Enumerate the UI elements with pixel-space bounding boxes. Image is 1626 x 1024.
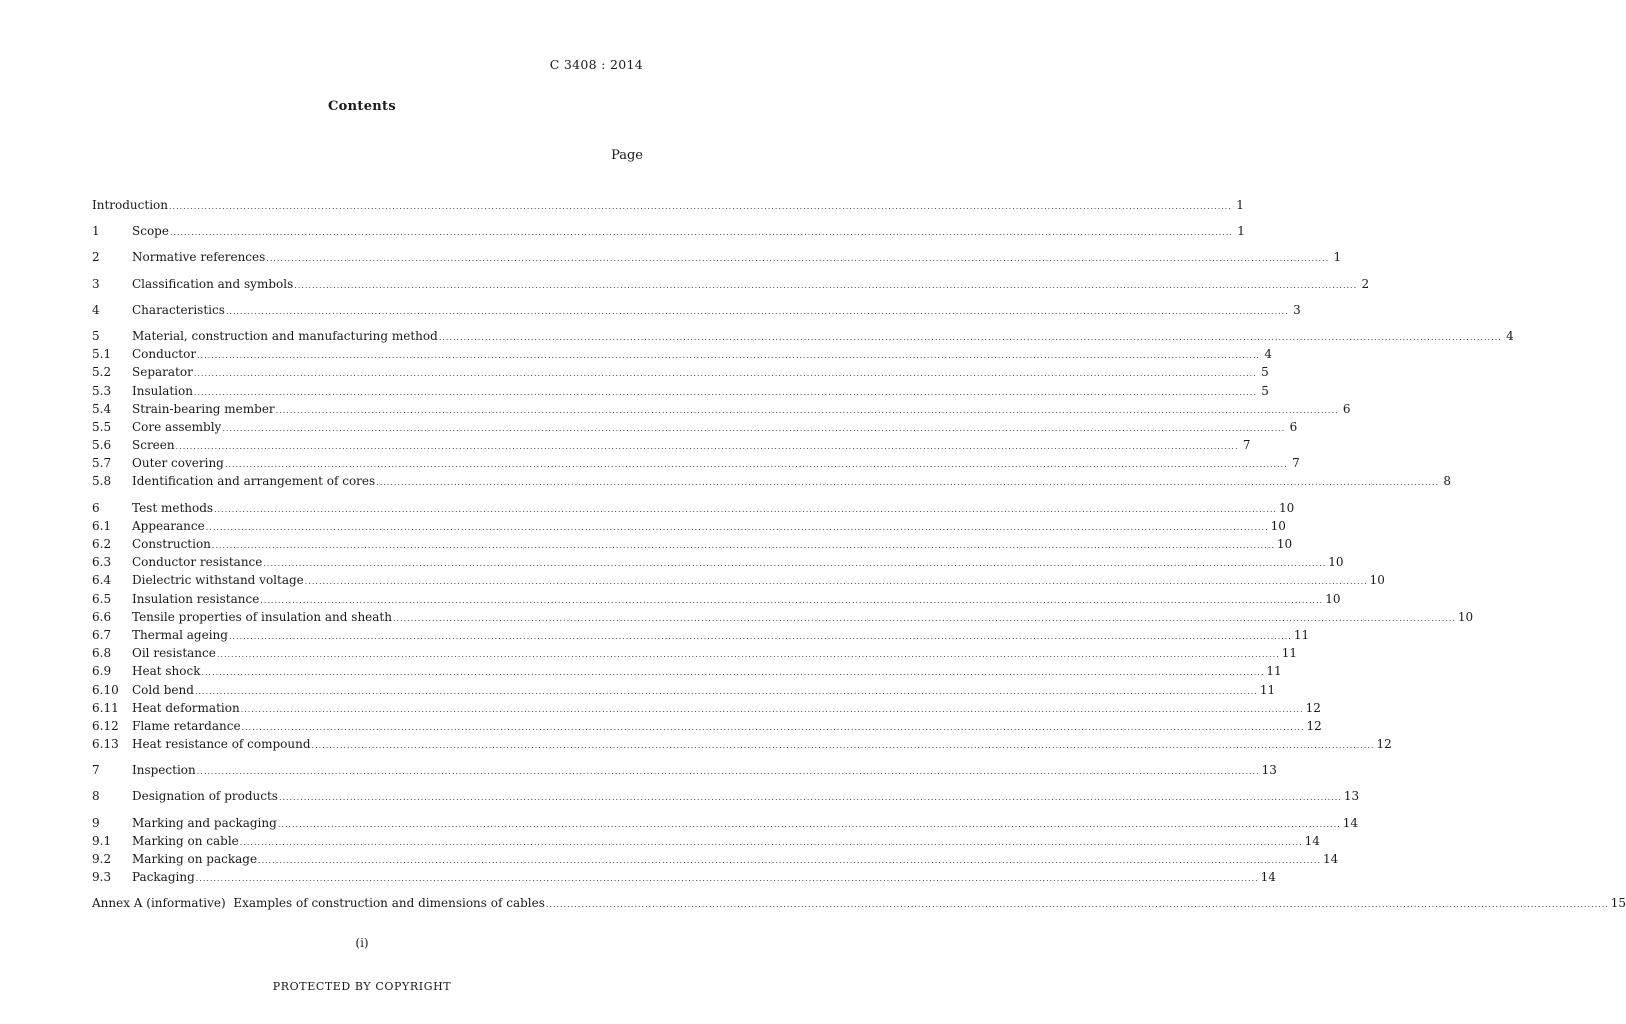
- leader-dots: ............................................................................................................................................................................................................................................................................................................: [197, 351, 1260, 361]
- toc-page: 1: [1333, 250, 1342, 265]
- toc-page: 12: [1376, 737, 1392, 752]
- leader-dots: ............................................................................................................................................................................................................................................................................................................: [392, 613, 1456, 623]
- toc-title: Test methods: [132, 500, 214, 515]
- toc-title: Classification and symbols: [132, 276, 294, 291]
- toc-title: Flame retardance: [132, 718, 241, 733]
- toc-title: Identification and arrangement of cores: [132, 474, 376, 489]
- leader-dots: ............................................................................................................................................................................................................................................................................................................: [193, 369, 1257, 379]
- toc-title: Outer covering: [132, 456, 224, 471]
- toc-number: 5: [92, 328, 100, 343]
- toc-title: Heat resistance of compound: [132, 737, 311, 752]
- toc-page: 14: [1322, 852, 1339, 866]
- toc-title: Characteristics: [132, 302, 225, 317]
- toc-entry[interactable]: [92, 814, 1358, 832]
- toc-page: 13: [1261, 763, 1277, 778]
- leader-dots: ............................................................................................................................................................................................................................................................................................................: [194, 686, 1258, 696]
- toc-number: 6.9: [92, 664, 112, 679]
- toc-entry-annex[interactable]: [92, 894, 1626, 912]
- toc-number: 6.4: [92, 573, 112, 588]
- leader-dots: ............................................................................................................................................................................................................................................................................................................: [258, 856, 1321, 865]
- toc-title: Oil resistance: [132, 646, 216, 661]
- toc-title: Designation of products: [132, 789, 278, 804]
- toc-number: 4: [92, 302, 100, 317]
- toc-title: Dielectric withstand voltage: [132, 573, 304, 588]
- leader-dots: ............................................................................................................................................................................................................................................................................................................: [266, 254, 1330, 264]
- toc-title: Scope: [132, 224, 169, 239]
- toc-entry[interactable]: [92, 761, 1277, 779]
- leader-dots: ............................................................................................................................................................................................................................................................................................................: [196, 767, 1260, 777]
- toc-page: 14: [1260, 870, 1276, 885]
- toc-number: 6.6: [92, 609, 112, 624]
- toc-page: 2: [1361, 276, 1370, 291]
- toc-page: 12: [1306, 718, 1322, 733]
- toc-page: 3: [1293, 302, 1301, 317]
- toc-title: Thermal ageing: [132, 627, 228, 642]
- leader-dots: ............................................................................................................................................................................................................................................................................................................: [294, 280, 1358, 290]
- toc-number: 6.13: [92, 737, 119, 752]
- toc-number: 6.1: [92, 518, 112, 533]
- toc-entry[interactable]: [92, 717, 1322, 735]
- toc-entry[interactable]: [92, 662, 1282, 680]
- toc-page: 11: [1293, 627, 1310, 642]
- toc-entry[interactable]: [92, 832, 1320, 850]
- leader-dots: ............................................................................................................................................................................................................................................................................................................: [169, 202, 1232, 211]
- leader-dots: ............................................................................................................................................................................................................................................................................................................: [304, 577, 1368, 587]
- toc-entry[interactable]: [92, 454, 1300, 472]
- toc-title: Marking on cable: [132, 833, 239, 848]
- toc-page: 11: [1281, 646, 1298, 661]
- toc-entry[interactable]: [92, 301, 1301, 319]
- toc-page: 6: [1289, 419, 1298, 434]
- leader-dots: ............................................................................................................................................................................................................................................................................................................: [205, 522, 1269, 532]
- toc-page: 6: [1342, 401, 1351, 416]
- leader-dots: ............................................................................................................................................................................................................................................................................................................: [225, 306, 1289, 316]
- toc-page: 10: [1276, 537, 1293, 551]
- toc-title: Conductor: [132, 347, 197, 362]
- leader-dots: ............................................................................................................................................................................................................................................................................................................: [214, 504, 1277, 514]
- toc-page: 4: [1264, 347, 1272, 362]
- toc-title: Insulation: [132, 383, 193, 398]
- toc-number: 6.7: [92, 627, 112, 642]
- copyright-notice: PROTECTED BY COPYRIGHT: [272, 980, 452, 993]
- toc-entry[interactable]: [92, 590, 1341, 608]
- toc-page: 4: [1506, 328, 1514, 343]
- toc-page: 10: [1325, 591, 1341, 606]
- toc-page: 11: [1259, 682, 1276, 697]
- toc-number: 9: [92, 815, 100, 830]
- toc-page: 1: [1236, 198, 1244, 212]
- toc-number: 6.12: [92, 718, 119, 733]
- toc-page: 5: [1261, 383, 1269, 398]
- toc-title: Material, construction and manufacturing method: [132, 328, 438, 343]
- toc-title: Normative references: [132, 250, 266, 265]
- toc-entry[interactable]: [92, 222, 1245, 240]
- toc-page: 10: [1369, 573, 1385, 588]
- toc-number: 6.2: [92, 537, 112, 551]
- toc-entry[interactable]: [92, 517, 1286, 535]
- toc-title: Inspection: [132, 763, 196, 778]
- leader-dots: ............................................................................................................................................................................................................................................................................................................: [211, 541, 1275, 550]
- leader-dots: ............................................................................................................................................................................................................................................................................................................: [169, 228, 1233, 238]
- leader-dots: ............................................................................................................................................................................................................................................................................................................: [239, 837, 1303, 847]
- toc-page: 8: [1443, 474, 1452, 489]
- toc-entry[interactable]: [92, 436, 1251, 454]
- toc-title: Construction: [132, 537, 211, 551]
- leader-dots: ............................................................................................................................................................................................................................................................................................................: [311, 741, 1375, 751]
- toc-title: Appearance: [132, 518, 205, 533]
- toc-title: Marking and packaging: [132, 815, 277, 830]
- toc-number: 9.1: [92, 833, 112, 848]
- toc-number: 7: [92, 763, 100, 778]
- toc-page: 10: [1278, 500, 1295, 515]
- toc-entry[interactable]: [92, 345, 1272, 363]
- leader-dots: ............................................................................................................................................................................................................................................................................................................: [193, 387, 1257, 397]
- toc-number: 2: [92, 250, 100, 265]
- toc-number: 3: [92, 276, 100, 291]
- toc-entry[interactable]: [92, 608, 1474, 626]
- toc-entry[interactable]: [92, 196, 1244, 214]
- toc-title: Packaging: [132, 870, 195, 885]
- toc-page: 7: [1242, 438, 1251, 453]
- toc-number: 5.1: [92, 347, 112, 362]
- toc-number: 5.8: [92, 474, 112, 489]
- toc-title: Cold bend: [132, 682, 194, 697]
- toc-entry[interactable]: [92, 248, 1342, 266]
- leader-dots: ............................................................................................................................................................................................................................................................................................................: [438, 332, 1502, 342]
- toc-entry[interactable]: [92, 363, 1269, 381]
- toc-title: Tensile properties of insulation and sheath: [132, 609, 392, 624]
- toc-entry[interactable]: [92, 644, 1298, 662]
- footer-page-number: (i): [355, 936, 369, 950]
- toc-title: Conductor resistance: [132, 555, 263, 570]
- toc-title: Core assembly: [132, 419, 222, 434]
- toc-entry[interactable]: [92, 553, 1344, 571]
- toc-entry[interactable]: [92, 535, 1293, 553]
- toc-title: Marking on package: [132, 852, 258, 866]
- toc-entry[interactable]: [92, 626, 1310, 644]
- leader-dots: ............................................................................................................................................................................................................................................................................................................: [224, 460, 1288, 470]
- page-column-label: Page: [611, 148, 643, 163]
- toc-number: 5.3: [92, 383, 112, 398]
- toc-entry[interactable]: [92, 400, 1351, 418]
- contents-heading: Contents: [328, 99, 396, 114]
- leader-dots: ............................................................................................................................................................................................................................................................................................................: [376, 478, 1440, 488]
- toc-page: 11: [1266, 664, 1282, 679]
- leader-dots: ............................................................................................................................................................................................................................................................................................................: [195, 874, 1259, 884]
- toc-number: 5.7: [92, 456, 112, 471]
- toc-entry[interactable]: [92, 787, 1360, 805]
- toc-page: 13: [1343, 789, 1360, 804]
- toc-entry[interactable]: [92, 327, 1514, 345]
- leader-dots: ............................................................................................................................................................................................................................................................................................................: [545, 900, 1609, 910]
- toc-number: 9.3: [92, 870, 112, 885]
- toc-title: Heat shock: [132, 664, 201, 679]
- toc-page: 1: [1237, 224, 1245, 239]
- leader-dots: ............................................................................................................................................................................................................................................................................................................: [175, 442, 1239, 452]
- toc-entry[interactable]: [92, 868, 1276, 886]
- toc-number: 6.5: [92, 591, 112, 606]
- toc-number: 6.3: [92, 555, 112, 570]
- toc-number: 6.8: [92, 646, 112, 661]
- toc-page: 12: [1305, 700, 1321, 715]
- leader-dots: ............................................................................................................................................................................................................................................................................................................: [216, 650, 1280, 660]
- leader-dots: ............................................................................................................................................................................................................................................................................................................: [222, 423, 1286, 433]
- toc-entry[interactable]: [92, 382, 1269, 400]
- leader-dots: ............................................................................................................................................................................................................................................................................................................: [260, 595, 1324, 605]
- table-of-contents: [92, 196, 1626, 913]
- toc-entry[interactable]: [92, 472, 1452, 490]
- toc-entry[interactable]: [92, 571, 1385, 589]
- toc-entry[interactable]: [92, 850, 1339, 868]
- toc-number: 1: [92, 224, 100, 239]
- toc-page: 10: [1270, 518, 1286, 533]
- toc-entry[interactable]: [92, 418, 1298, 436]
- toc-number: 5.2: [92, 365, 112, 380]
- toc-number: 9.2: [92, 852, 112, 866]
- toc-title: Strain-bearing member: [132, 401, 275, 416]
- toc-page: 10: [1328, 555, 1344, 570]
- toc-entry[interactable]: [92, 499, 1295, 517]
- toc-number: 6.10: [92, 682, 119, 697]
- toc-page: 14: [1304, 833, 1320, 848]
- document-number: C 3408 : 2014: [549, 57, 643, 72]
- leader-dots: ............................................................................................................................................................................................................................................................................................................: [201, 668, 1265, 678]
- toc-title: Annex A (informative) Examples of construction and dimensions of cables: [92, 896, 545, 911]
- leader-dots: ............................................................................................................................................................................................................................................................................................................: [277, 819, 1341, 829]
- toc-entry[interactable]: [92, 275, 1370, 293]
- toc-page: 15: [1610, 896, 1626, 911]
- toc-number: 6: [92, 500, 100, 515]
- toc-number: 5.5: [92, 419, 112, 434]
- toc-title: Insulation resistance: [132, 591, 260, 606]
- toc-number: 8: [92, 789, 100, 804]
- toc-number: 5.6: [92, 438, 112, 453]
- leader-dots: ............................................................................................................................................................................................................................................................................................................: [240, 704, 1304, 714]
- leader-dots: ............................................................................................................................................................................................................................................................................................................: [241, 722, 1305, 732]
- leader-dots: ............................................................................................................................................................................................................................................................................................................: [228, 631, 1292, 641]
- toc-entry[interactable]: [92, 699, 1321, 717]
- toc-number: 5.4: [92, 401, 112, 416]
- toc-number: 6.11: [92, 700, 119, 715]
- toc-page: 10: [1457, 609, 1474, 624]
- toc-title: Introduction: [92, 198, 168, 212]
- toc-title: Separator: [132, 365, 193, 380]
- toc-page: 7: [1292, 456, 1300, 471]
- toc-page: 14: [1342, 815, 1358, 830]
- toc-page: 5: [1261, 365, 1269, 380]
- leader-dots: ............................................................................................................................................................................................................................................................................................................: [275, 405, 1339, 415]
- leader-dots: ............................................................................................................................................................................................................................................................................................................: [278, 793, 1342, 803]
- toc-title: Heat deformation: [132, 700, 240, 715]
- toc-entry[interactable]: [92, 681, 1276, 699]
- leader-dots: ............................................................................................................................................................................................................................................................................................................: [263, 559, 1327, 569]
- toc-title: Screen: [132, 438, 175, 453]
- toc-entry[interactable]: [92, 735, 1392, 753]
